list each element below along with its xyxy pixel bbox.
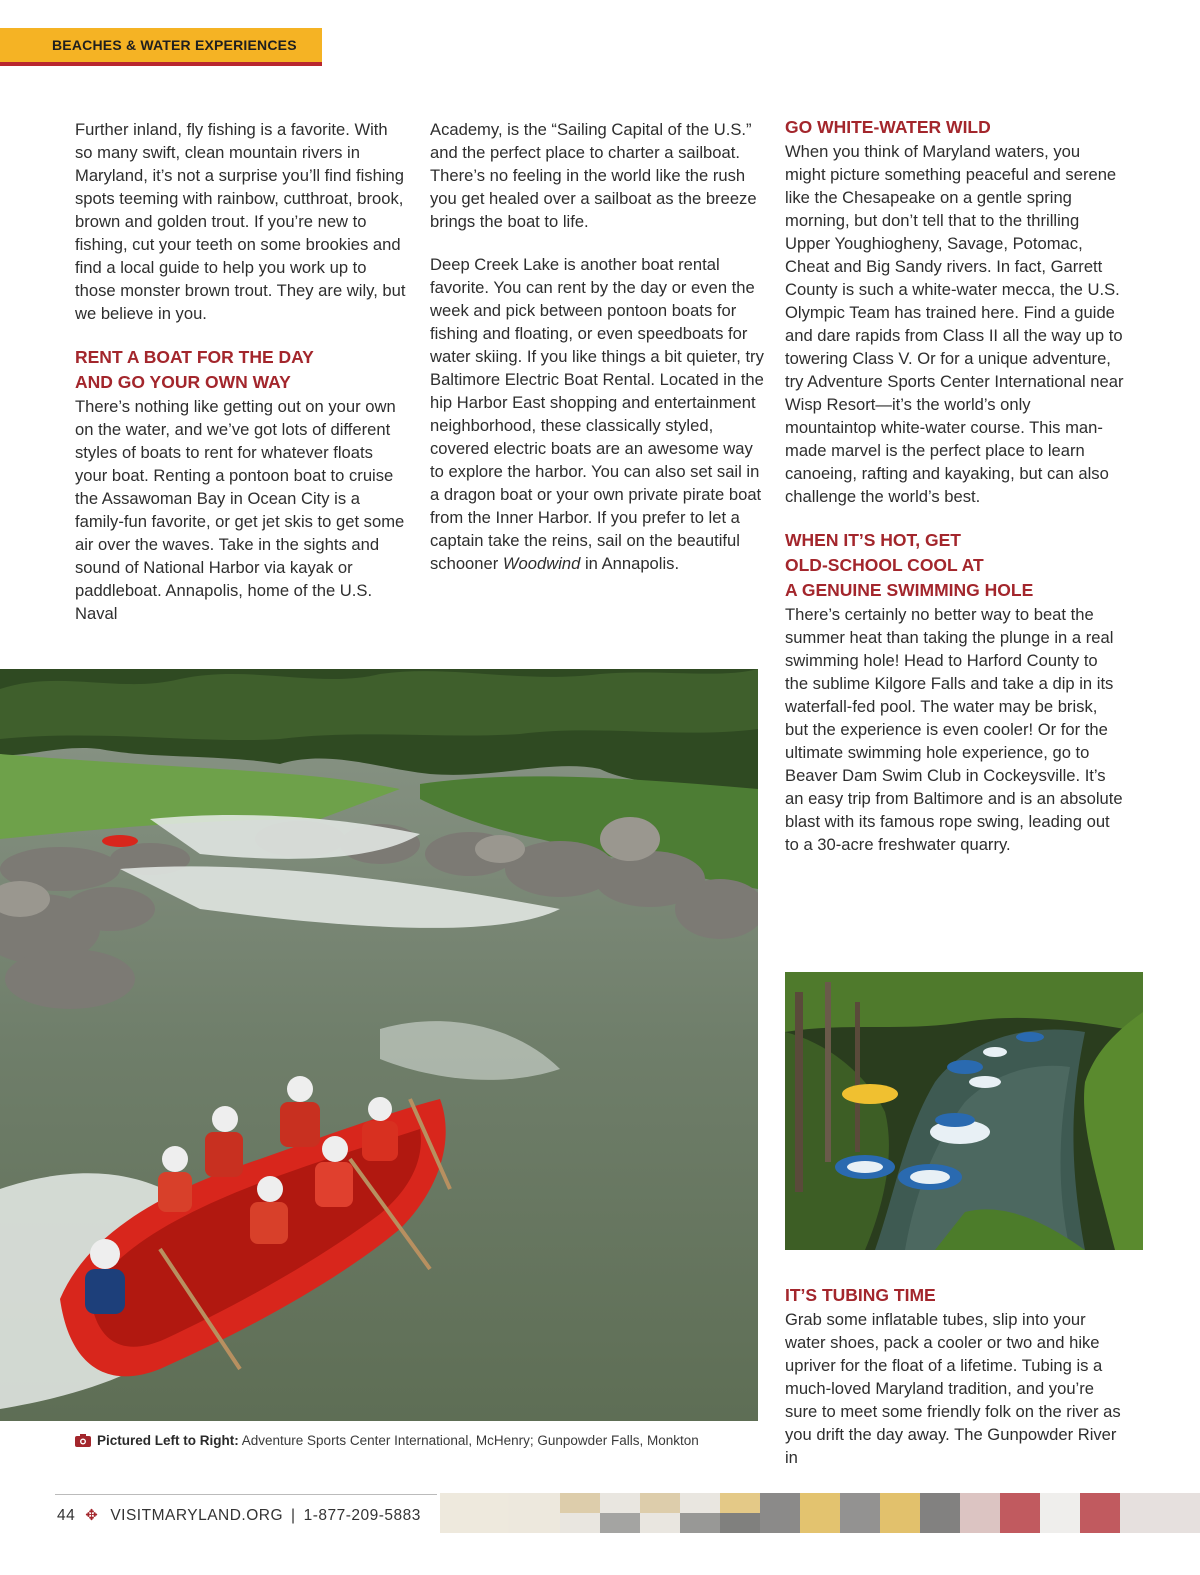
- section-tab: [0, 28, 322, 66]
- maryland-flag-strip: [440, 1493, 1200, 1533]
- swimming-hole-paragraph: There’s certainly no better way to beat the summer heat than taking the plunge in a real swimming hole! Head to Harford County to the sublime Kilgore Falls and take a dip in its waterfall-fed pool. The water may be brisk, but the experience is even cooler! Or for the ultimate swimming hole experience, go to Beaver Dam Swim Club in Cockeysville. It’s an easy trip from Baltimore and is an absolute blast with its famous rope swing, leading out to a 30-acre freshwater quarry.: [785, 605, 1123, 854]
- deep-creek-text-end: in Annapolis.: [580, 554, 680, 573]
- swimming-hole-heading-line1: WHEN IT’S HOT, GET: [785, 530, 961, 550]
- section-tab-label: BEACHES & WATER EXPERIENCES: [52, 37, 297, 53]
- schooner-name: Woodwind: [502, 554, 581, 573]
- footer-phone: 1-877-209-5883: [303, 1507, 421, 1524]
- caption-label: Pictured Left to Right:: [97, 1433, 239, 1448]
- swimming-hole-heading: [785, 528, 1125, 603]
- annapolis-paragraph: Academy, is the “Sailing Capital of the U.S.” and the perfect place to charter a sailboat. There’s no feeling in the world like the rush you get healed over a sailboat as the breeze brings the boat to life.: [430, 120, 757, 231]
- deep-creek-text: Deep Creek Lake is another boat rental favorite. You can rent by the day or even the week and pick between pontoon boats for fishing and floating, or even speedboats for water skiing. If you like things a bit quieter, try Baltimore Electric Boat Rental. Located in the hip Harbor East shopping and entertainment neighborhood, these classically styled, covered electric boats are an awesome way to explore the harbor. You can also set sail in a dragon boat or your own private pirate boat from the Inner Harbor. If you prefer to let a captain take the reins, sail on the beautiful schooner: [430, 255, 764, 573]
- rafting-photo: [0, 669, 758, 1421]
- footer-divider: [55, 1494, 437, 1495]
- camera-icon: [75, 1434, 91, 1450]
- page-number: 44: [57, 1507, 76, 1524]
- tubing-photo: [785, 972, 1143, 1250]
- rent-boat-paragraph: There’s nothing like getting out on your own on the water, and we’ve got lots of different styles of boats to rent for whatever floats your boat. Renting a pontoon boat to cruise the Assawoman Bay in Ocean City is a family-fun favorite, or get jet skis to get some air over the waves. Take in the sights and sound of National Harbor via kayak or paddleboat. Annapolis, home of the U.S. Naval: [75, 397, 405, 623]
- rent-boat-heading-line1: RENT A BOAT FOR THE DAY: [75, 347, 314, 367]
- rent-boat-heading-line2: AND GO YOUR OWN WAY: [75, 372, 291, 392]
- caption-text: Adventure Sports Center International, McHenry; Gunpowder Falls, Monkton: [238, 1433, 699, 1448]
- swimming-hole-heading-line3: A GENUINE SWIMMING HOLE: [785, 580, 1034, 600]
- photo-caption: [75, 1433, 699, 1450]
- tubing-section: [785, 1283, 1125, 1479]
- rent-boat-heading: [75, 345, 407, 395]
- page-footer: [57, 1506, 421, 1525]
- tubing-heading: IT’S TUBING TIME: [785, 1285, 936, 1305]
- swimming-hole-heading-line2: OLD-SCHOOL COOL AT: [785, 555, 984, 575]
- column-3: [785, 115, 1125, 866]
- whitewater-heading: GO WHITE-WATER WILD: [785, 117, 991, 137]
- column-1: [75, 118, 407, 635]
- footer-separator: |: [291, 1507, 296, 1524]
- whitewater-paragraph: When you think of Maryland waters, you might picture something peaceful and serene like the Chesapeake on a gentle spring morning, but don’t tell that to the thrilling Upper Youghiogheny, Savage, Potomac, Cheat and Big Sandy rivers. In fact, Garrett County is such a white-water mecca, the U.S. Olympic Team has trained here. Find a guide and dare rapids from Class II all the way up to towering Class V. Or for a unique adventure, try Adventure Sports Center International near Wisp Resort—it’s the world’s only mountaintop white-water course. This man-made marvel is the perfect place to learn canoeing, rafting and kayaking, but can also challenge the world’s best.: [785, 142, 1124, 506]
- tubing-paragraph: Grab some inflatable tubes, slip into your water shoes, pack a cooler or two and hike upriver for the float of a lifetime. Tubing is a much-loved Maryland tradition, and you’re sure to meet some friendly folk on the river as you drift the day away. The Gunpowder River in: [785, 1310, 1121, 1467]
- column-2: [430, 118, 770, 585]
- footer-site: VISITMARYLAND.ORG: [110, 1507, 284, 1524]
- deep-creek-paragraph: [430, 253, 770, 575]
- fly-fishing-paragraph: Further inland, fly fishing is a favorite. With so many swift, clean mountain rivers in Maryland, it’s not a surprise you’ll find fishing spots teeming with rainbow, cutthroat, brook, brown and golden trout. If you’re new to fishing, cut your teeth on some brookies and find a local guide to help you work up to those monster brown trout. They are wily, but we believe in you.: [75, 120, 406, 323]
- diamond-ornament-icon: ✥: [85, 1507, 99, 1524]
